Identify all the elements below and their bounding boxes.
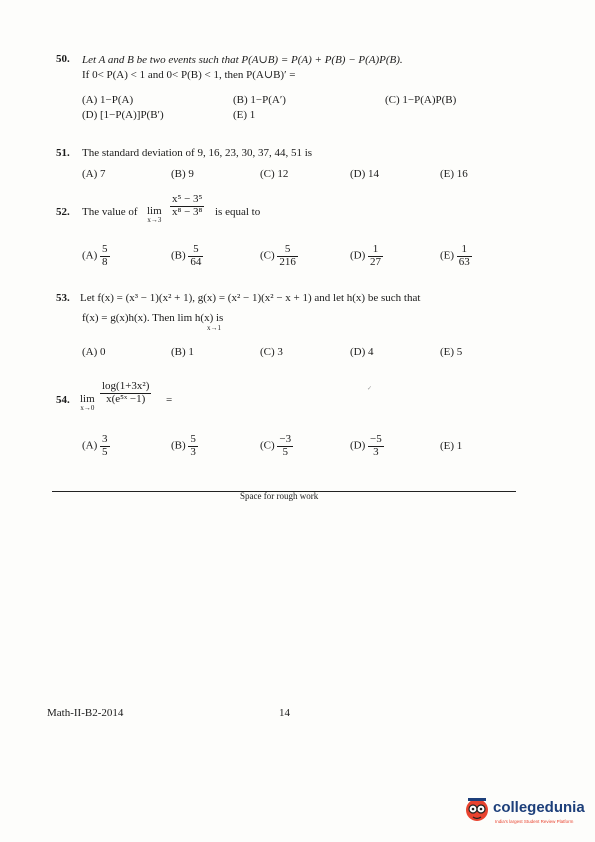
question-number-53: 53. bbox=[56, 292, 70, 304]
option-label: (D) bbox=[350, 439, 366, 452]
stray-mark: ✓ bbox=[367, 386, 373, 392]
limit-operator: lim bbox=[80, 393, 95, 405]
option-numerator: 3 bbox=[102, 433, 108, 445]
option-denominator: 5 bbox=[282, 445, 289, 458]
question-54-limit bbox=[80, 394, 95, 412]
logo-tagline: India's largest Student Review Platform bbox=[495, 819, 574, 824]
option-label: (D) bbox=[350, 249, 366, 262]
limit-operator: lim bbox=[147, 205, 162, 217]
fraction-denominator: x(e⁵ˣ −1) bbox=[106, 392, 146, 405]
question-50-text-line1: Let A and B be two events such that P(A∪B) = P(A) + P(B) − P(A)P(B). bbox=[82, 54, 403, 66]
question-54-option-d bbox=[350, 434, 384, 458]
option-numerator: 5 bbox=[190, 433, 196, 445]
question-50-option-c: (C) 1−P(A)P(B) bbox=[385, 94, 457, 106]
question-54-option-c bbox=[260, 434, 293, 458]
option-label: (A) bbox=[82, 439, 98, 452]
question-54-option-b bbox=[171, 434, 198, 458]
question-54-fraction bbox=[100, 381, 151, 405]
limit-subscript: x→3 bbox=[147, 216, 162, 224]
question-51-option-d: (D) 14 bbox=[350, 168, 380, 180]
limit-subscript: x→0 bbox=[80, 404, 95, 412]
question-51-option-c: (C) 12 bbox=[260, 168, 289, 180]
rough-work-label: Space for rough work bbox=[240, 491, 319, 501]
question-52-option-e bbox=[440, 244, 472, 268]
question-54-option-a bbox=[82, 434, 110, 458]
question-51-option-a: (A) 7 bbox=[82, 168, 106, 180]
question-53-option-a: (A) 0 bbox=[82, 346, 106, 358]
question-52-fraction bbox=[170, 194, 204, 218]
question-50-option-b: (B) 1−P(A′) bbox=[233, 94, 286, 106]
option-denominator: 3 bbox=[373, 445, 379, 458]
question-number-51: 51. bbox=[56, 147, 70, 159]
question-54-equals: = bbox=[166, 394, 173, 406]
fraction-denominator: x⁸ − 3⁸ bbox=[172, 205, 203, 218]
option-numerator: 1 bbox=[368, 244, 383, 257]
option-denominator: 5 bbox=[102, 445, 108, 458]
question-54-option-e: (E) 1 bbox=[440, 440, 463, 452]
question-50-option-e: (E) 1 bbox=[233, 109, 256, 121]
option-label: (C) bbox=[260, 439, 275, 452]
option-numerator: 5 bbox=[188, 244, 203, 257]
option-label: (B) bbox=[171, 249, 186, 262]
question-52-limit bbox=[147, 206, 162, 224]
question-51-option-e: (E) 16 bbox=[440, 168, 468, 180]
option-denominator: 64 bbox=[190, 255, 202, 268]
option-numerator: 5 bbox=[277, 244, 298, 257]
question-52-prefix: The value of bbox=[82, 206, 138, 218]
question-number-50: 50. bbox=[56, 53, 70, 65]
option-label: (C) bbox=[260, 249, 275, 262]
question-53-option-c: (C) 3 bbox=[260, 346, 283, 358]
option-label: (B) bbox=[171, 439, 186, 452]
question-52-option-c bbox=[260, 244, 298, 268]
fraction-numerator: x⁵ − 3⁵ bbox=[172, 193, 203, 205]
option-label: (A) bbox=[82, 249, 98, 262]
question-53-limit-subscript: x→1 bbox=[207, 324, 221, 332]
option-numerator: −5 bbox=[370, 433, 382, 445]
question-number-52: 52. bbox=[56, 206, 70, 218]
option-denominator: 8 bbox=[102, 255, 108, 268]
question-52-suffix: is equal to bbox=[215, 206, 261, 218]
option-label: (E) bbox=[440, 249, 455, 262]
fraction-numerator: log(1+3x²) bbox=[102, 380, 150, 392]
option-denominator: 216 bbox=[279, 255, 296, 268]
logo-wordmark: collegedunia bbox=[493, 799, 585, 816]
collegedunia-logo bbox=[462, 795, 588, 831]
option-numerator: −3 bbox=[279, 433, 292, 445]
option-denominator: 3 bbox=[190, 445, 196, 458]
option-denominator: 27 bbox=[370, 255, 382, 268]
question-53-text-line2: f(x) = g(x)h(x). Then lim h(x) is bbox=[82, 312, 224, 324]
option-numerator: 5 bbox=[102, 243, 108, 255]
question-53-text-line1: Let f(x) = (x³ − 1)(x² + 1), g(x) = (x² − 1)(x² − x + 1) and let h(x) be such that bbox=[80, 292, 421, 304]
paper-code: Math-II-B2-2014 bbox=[47, 707, 124, 719]
question-52-option-b bbox=[171, 244, 203, 268]
question-number-54: 54. bbox=[56, 394, 70, 406]
option-denominator: 63 bbox=[458, 255, 470, 268]
question-51-text: The standard deviation of 9, 16, 23, 30, 37, 44, 51 is bbox=[82, 147, 313, 159]
question-50-text-line2: If 0< P(A) < 1 and 0< P(B) < 1, then P(A∪B)′ = bbox=[82, 69, 296, 81]
question-53-option-b: (B) 1 bbox=[171, 346, 194, 358]
question-53-option-d: (D) 4 bbox=[350, 346, 374, 358]
option-numerator: 1 bbox=[457, 244, 472, 257]
question-53-option-e: (E) 5 bbox=[440, 346, 463, 358]
question-50-option-d: (D) [1−P(A)]P(B′) bbox=[82, 109, 164, 121]
mascot-icon bbox=[462, 795, 492, 829]
question-51-option-b: (B) 9 bbox=[171, 168, 194, 180]
question-52-option-d bbox=[350, 244, 383, 268]
page-number: 14 bbox=[279, 707, 290, 719]
question-50-option-a: (A) 1−P(A) bbox=[82, 94, 134, 106]
question-52-option-a bbox=[82, 244, 110, 268]
